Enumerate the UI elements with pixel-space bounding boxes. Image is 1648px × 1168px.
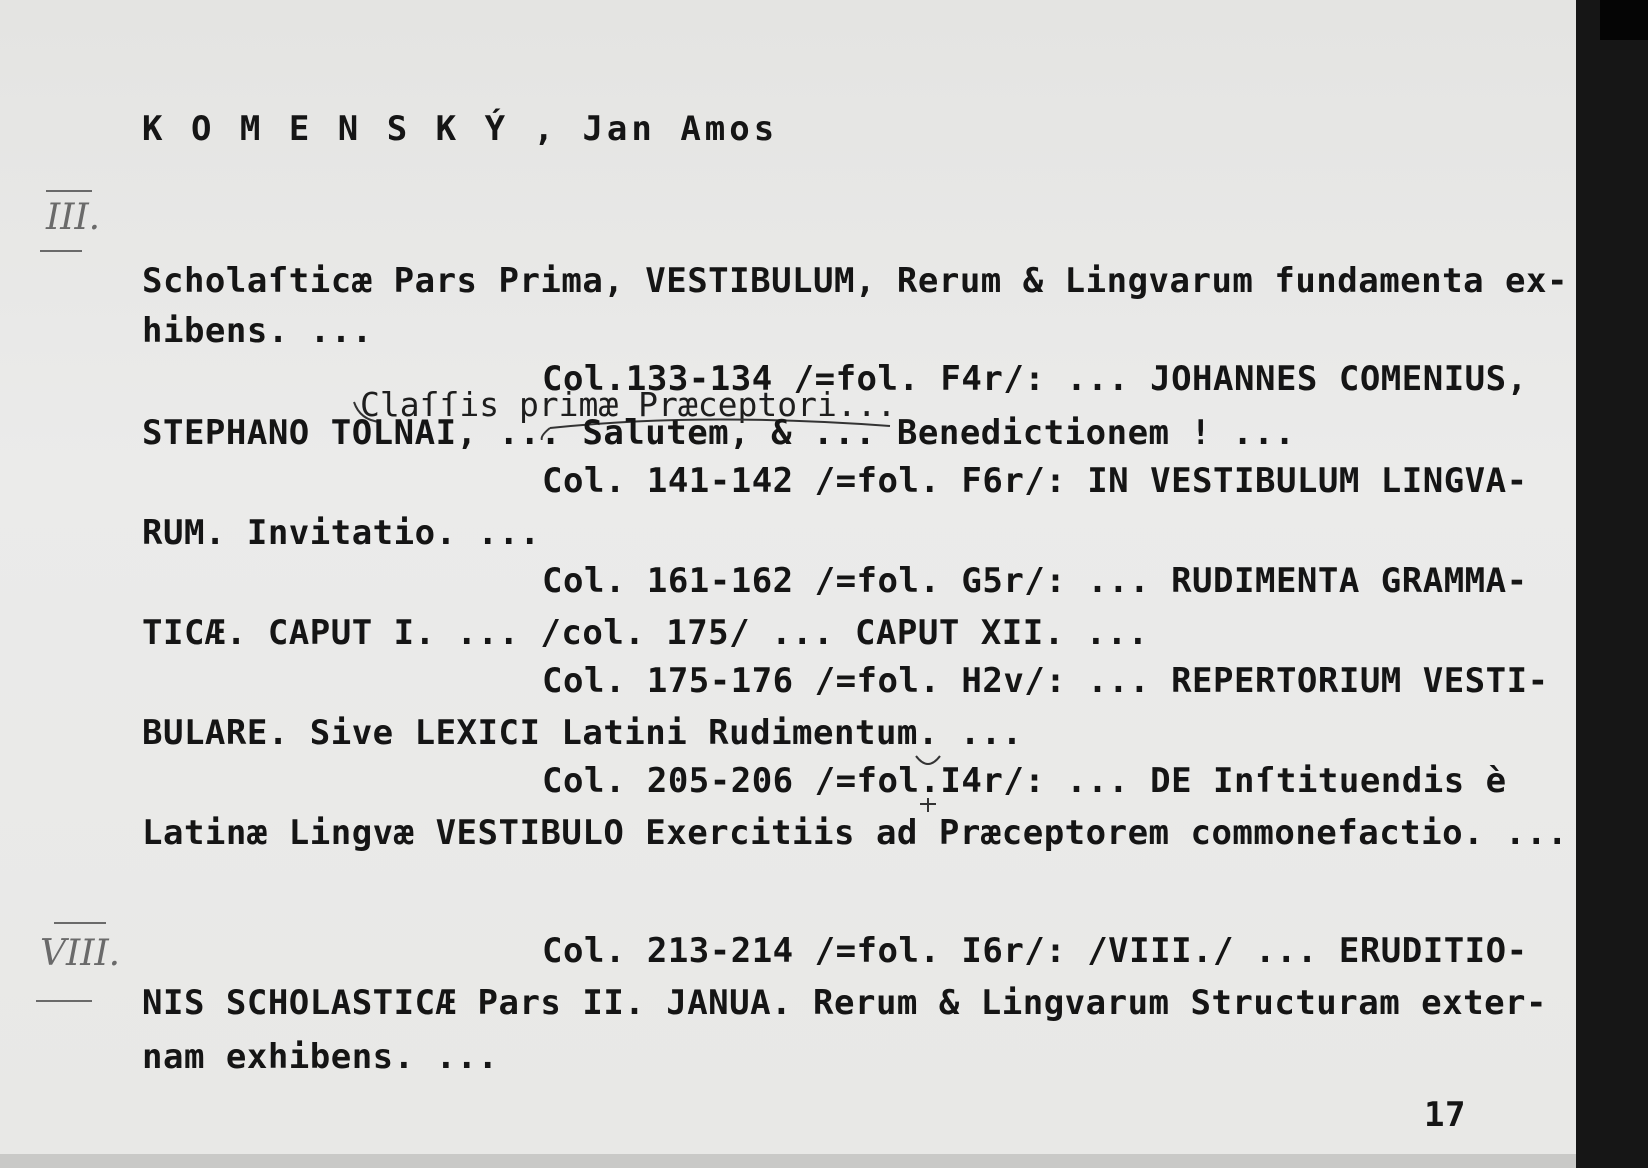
margin-note-1: III. bbox=[46, 197, 101, 238]
scan-background-edge bbox=[1576, 0, 1648, 1168]
text-line: Col. 213-214 /=fol. I6r/: /VIII./ ... ERUDITIO- bbox=[542, 931, 1528, 971]
margin-note-rule bbox=[40, 250, 82, 252]
margin-note-rule bbox=[54, 922, 106, 924]
text-line: Latinæ Lingvæ VESTIBULO Exercitiis ad Præceptorem commonefactio. ... bbox=[142, 813, 1568, 853]
text-line: BULARE. Sive LEXICI Latini Rudimentum. ... bbox=[142, 713, 1023, 753]
text-line: Col. 205-206 /=fol.I4r/: ... DE Inſtituendis è bbox=[542, 761, 1507, 801]
text-line: Col. 175-176 /=fol. H2v/: ... REPERTORIUM VESTI- bbox=[542, 661, 1549, 701]
card-heading: K O M E N S K Ý , Jan Amos bbox=[142, 109, 779, 149]
text-line: Scholaſticæ Pars Prima, VESTIBULUM, Rerum & Lingvarum fundamenta ex- bbox=[142, 261, 1568, 301]
text-line: hibens. ... bbox=[142, 311, 373, 351]
scan-corner-shadow bbox=[1600, 0, 1648, 40]
card-bottom-edge bbox=[0, 1154, 1576, 1168]
text-line: Col. 141-142 /=fol. F6r/: IN VESTIBULUM LINGVA- bbox=[542, 461, 1528, 501]
interlinear-insert: Claſſis primæ Præceptori... bbox=[360, 385, 897, 424]
text-line: NIS SCHOLASTICÆ Pars II. JANUA. Rerum & Lingvarum Structuram exter- bbox=[142, 983, 1547, 1023]
text-line: TICÆ. CAPUT I. ... /col. 175/ ... CAPUT XII. ... bbox=[142, 613, 1149, 653]
text-line: Col.133-134 /=fol. F4r/: ... JOHANNES COMENIUS, bbox=[542, 359, 1528, 399]
page-number: 17 bbox=[1424, 1095, 1466, 1135]
margin-note-2: VIII. bbox=[40, 933, 121, 974]
text-line: nam exhibens. ... bbox=[142, 1037, 499, 1077]
text-line: Col. 161-162 /=fol. G5r/: ... RUDIMENTA GRAMMA- bbox=[542, 561, 1528, 601]
margin-note-rule bbox=[36, 1000, 92, 1002]
text-line: STEPHANO TOLNAI, ... Salutem, & ... Benedictionem ! ... bbox=[142, 413, 1296, 453]
text-line: RUM. Invitatio. ... bbox=[142, 513, 541, 553]
margin-note-rule bbox=[46, 190, 92, 192]
